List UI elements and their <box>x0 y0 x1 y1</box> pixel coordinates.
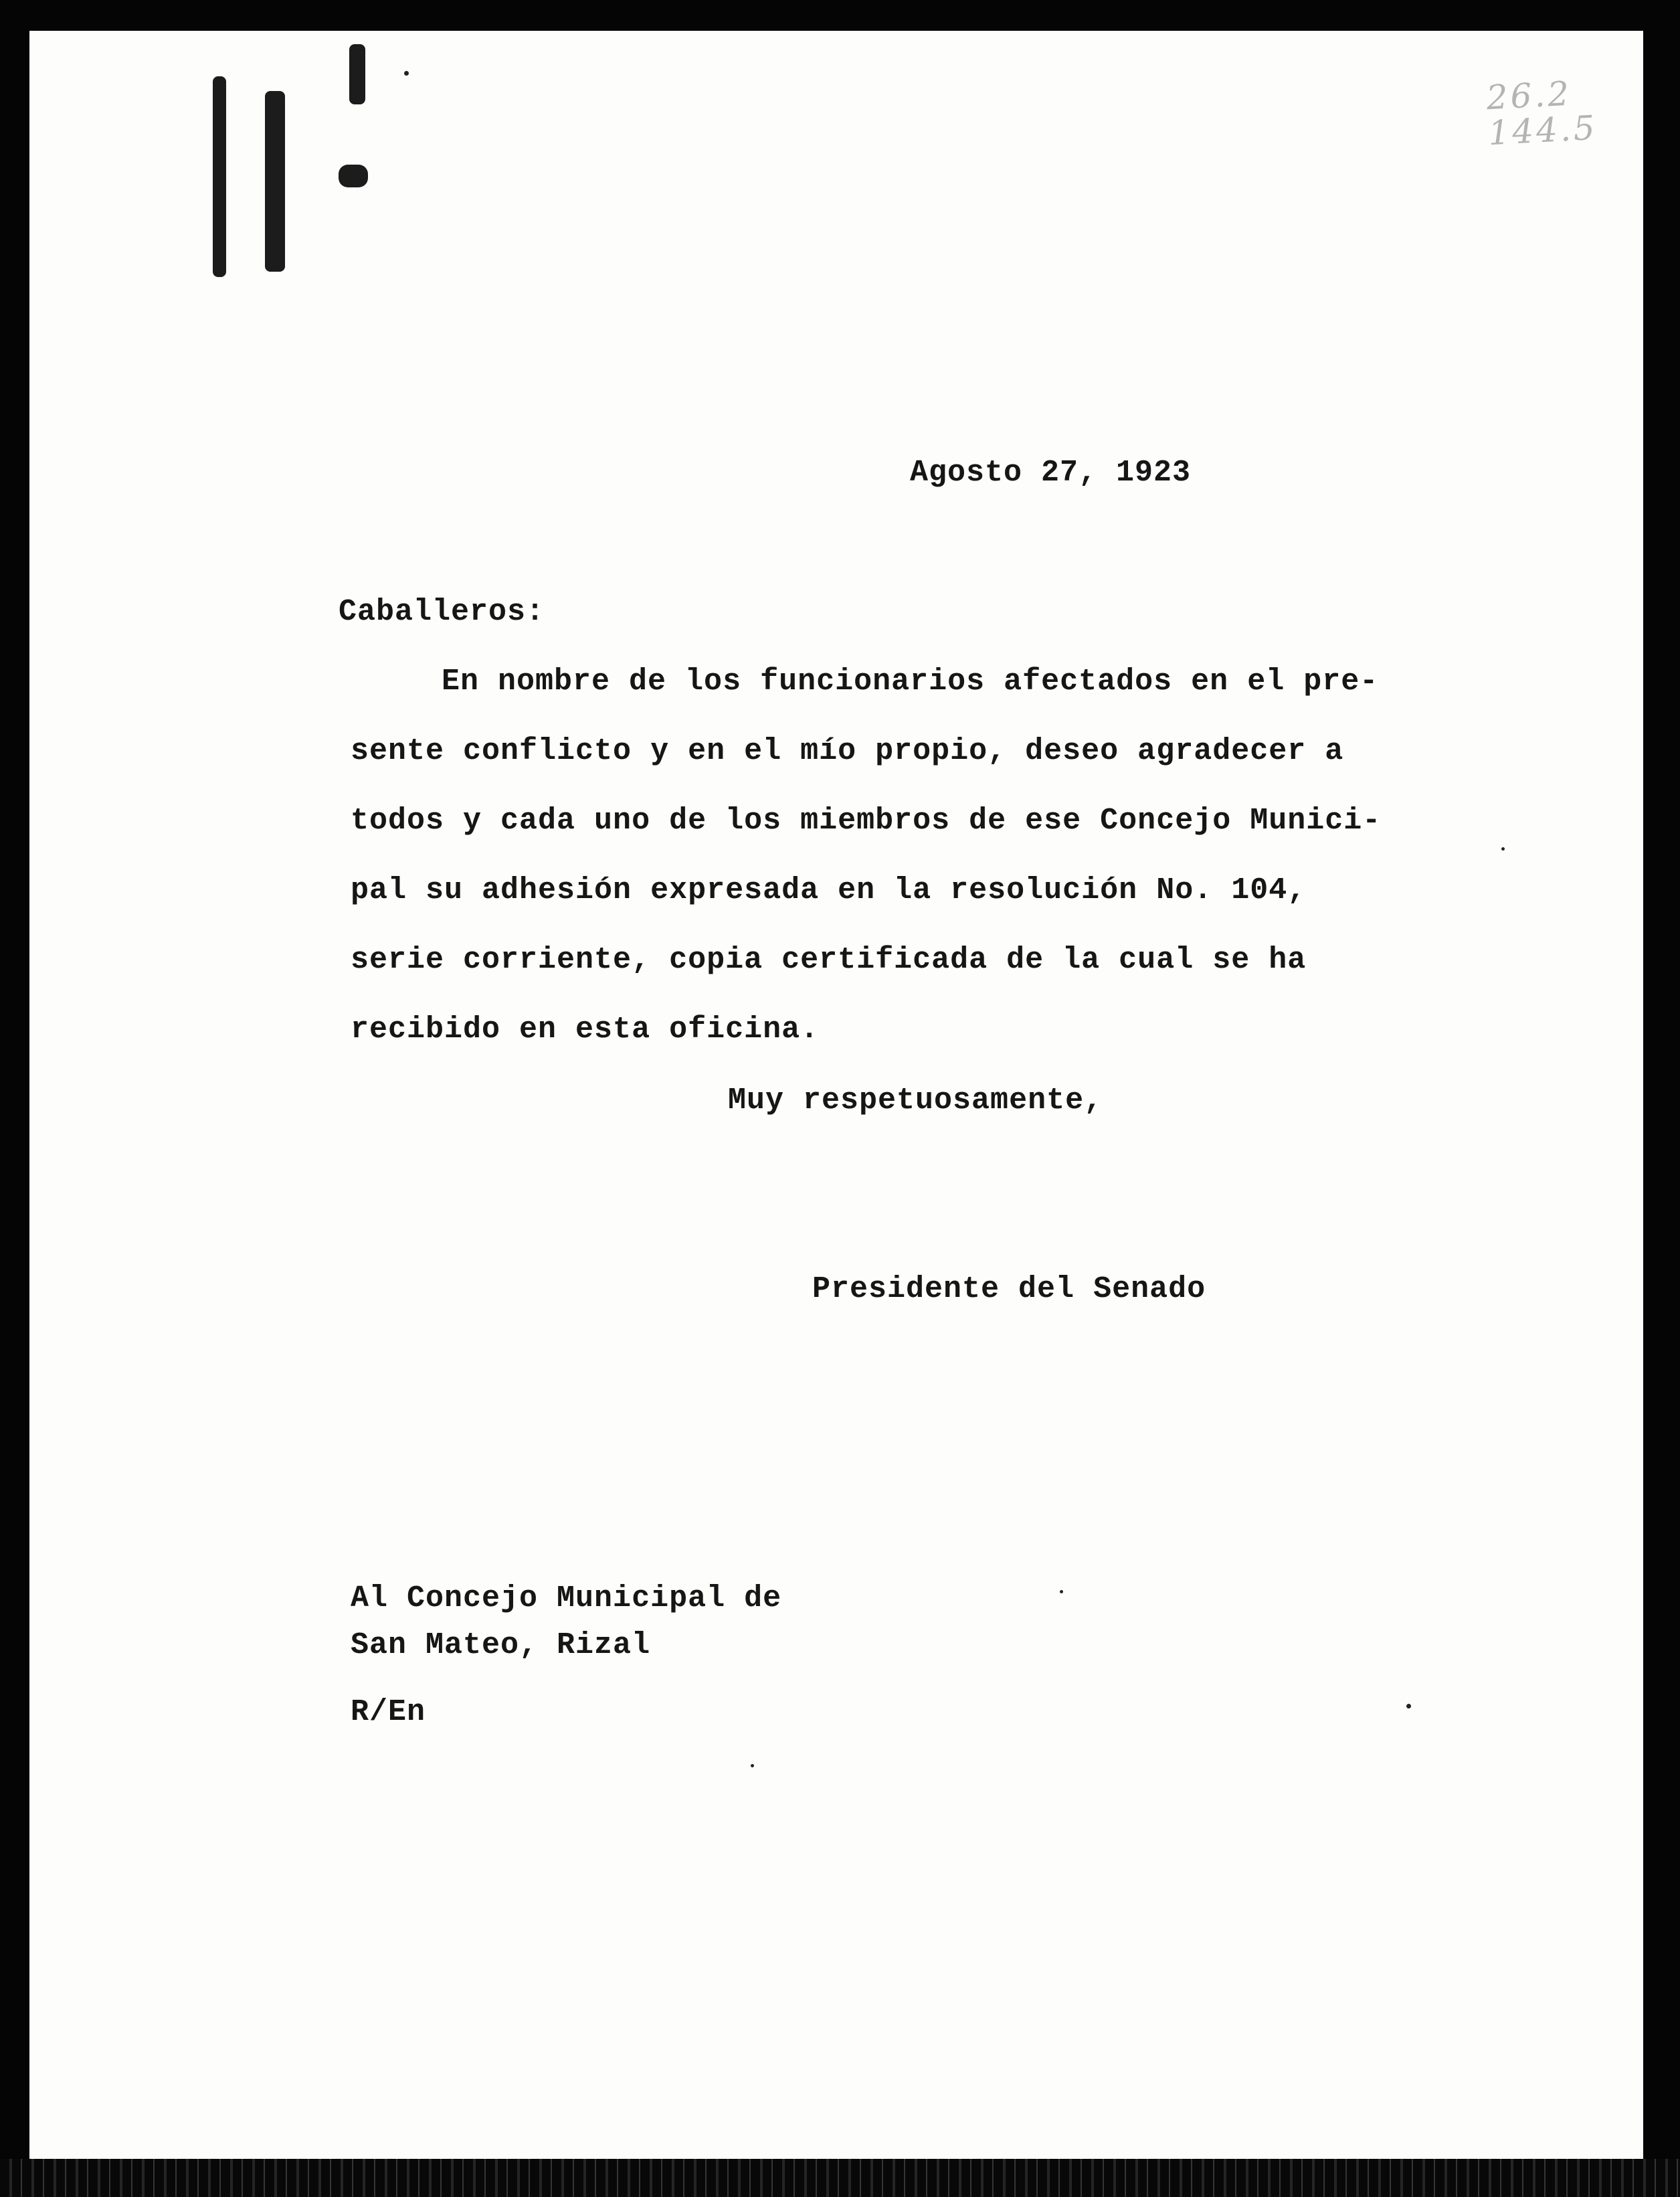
film-edge <box>0 2159 1680 2197</box>
letter-closing: Muy respetuosamente, <box>728 1083 1103 1118</box>
body-line: recibido en esta oficina. <box>351 1013 820 1047</box>
recipient-line: Al Concejo Municipal de <box>351 1581 782 1615</box>
letter-salutation: Caballeros: <box>339 595 545 629</box>
body-line: En nombre de los funcionarios afectados en el pre- <box>442 665 1379 699</box>
speck <box>1501 847 1505 851</box>
signatory-title: Presidente del Senado <box>812 1272 1206 1306</box>
body-line: pal su adhesión expresada en la resolución No. 104, <box>351 873 1307 907</box>
speck <box>751 1764 754 1767</box>
binding-mark-2 <box>265 91 285 272</box>
binding-mark-3 <box>349 44 365 104</box>
recipient-line: San Mateo, Rizal <box>351 1628 651 1662</box>
binding-mark-4 <box>339 165 368 187</box>
margin-note: 26.2 144.5 <box>1485 74 1598 153</box>
speck <box>1060 1590 1063 1593</box>
reference-initials: R/En <box>351 1695 426 1729</box>
speck <box>1406 1704 1411 1708</box>
body-line: serie corriente, copia certificada de la cual se ha <box>351 943 1307 977</box>
speck <box>404 71 409 76</box>
body-line: todos y cada uno de los miembros de ese Concejo Munici- <box>351 804 1382 838</box>
body-line: sente conflicto y en el mío propio, deseo agradecer a <box>351 734 1344 768</box>
letter-date: Agosto 27, 1923 <box>910 456 1192 490</box>
letter-page <box>29 31 1643 2159</box>
binding-mark-1 <box>213 76 226 277</box>
